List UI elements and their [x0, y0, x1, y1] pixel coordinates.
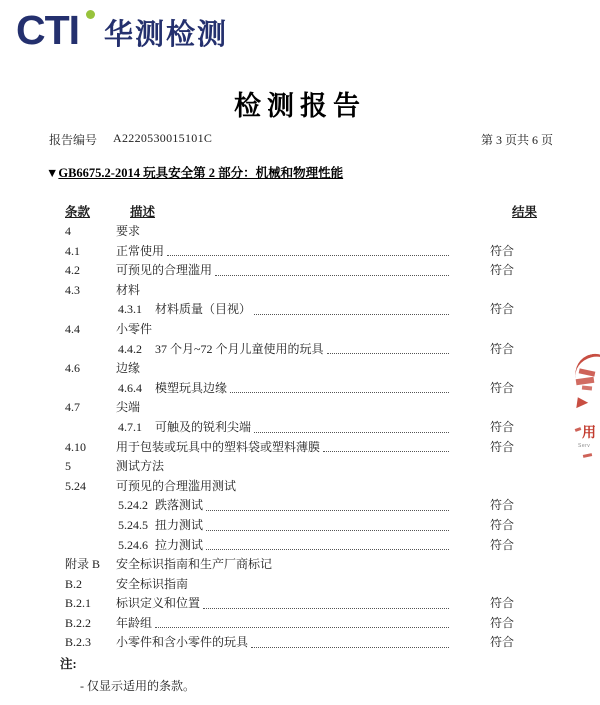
clause-description: [116, 575, 452, 595]
page-number-indicator: 第 3 页共 6 页: [480, 133, 553, 147]
dot-leader: [167, 242, 449, 257]
dot-leader: [251, 633, 449, 648]
page-title: 检测报告: [234, 91, 366, 121]
clause-number: 5.24.6: [118, 537, 148, 552]
table-row: [0, 575, 600, 595]
table-row: [0, 261, 600, 281]
result-value: 符合: [490, 243, 515, 258]
table-row: [0, 418, 600, 438]
clause-description: [155, 516, 452, 536]
clause-description-text: 尖端: [116, 400, 141, 415]
clause-number: 5.24.2: [118, 498, 148, 513]
stamp-character: 用: [582, 426, 596, 441]
standard-number: GB6675.2-2014: [58, 166, 140, 180]
clause-number: 4.3.1: [118, 302, 142, 317]
clause-description-text: 小零件: [116, 321, 153, 336]
table-row: [0, 222, 600, 242]
clause-description: [116, 633, 452, 653]
table-row: [0, 300, 600, 320]
result-value: 符合: [490, 302, 515, 317]
table-row: [0, 340, 600, 360]
stamp-triangle-icon: [576, 397, 588, 409]
clause-number: 5: [65, 459, 71, 474]
stamp-glyph-fragment: [582, 385, 592, 390]
result-column-header: 结果: [512, 205, 538, 219]
clause-description-text: 拉力测试: [155, 537, 204, 552]
clause-column-header: 条款: [65, 205, 91, 219]
clause-number: 4.4.2: [118, 341, 142, 356]
clause-number: 4.7.1: [118, 419, 142, 434]
clause-description-text: 安全标识指南和生产厂商标记: [116, 557, 273, 572]
clause-description: [116, 614, 452, 634]
table-row: [0, 516, 600, 536]
clause-description: [155, 300, 452, 320]
clause-description: [116, 398, 452, 418]
clause-description-text: 测试方法: [116, 459, 165, 474]
section-marker-icon: ▼: [46, 166, 59, 180]
dot-leader: [155, 614, 449, 629]
clause-description-text: 37 个月~72 个月儿童使用的玩具: [155, 341, 324, 356]
table-row: [0, 536, 600, 556]
clause-description: [155, 536, 452, 556]
clause-description: [155, 496, 452, 516]
clause-number: 4.2: [65, 263, 80, 278]
clause-description: [116, 242, 452, 262]
clause-description: [116, 320, 452, 340]
dot-leader: [206, 496, 449, 511]
notes-label: 注:: [60, 657, 77, 671]
clause-number: 4.3: [65, 282, 80, 297]
clause-description-text: 跌落测试: [155, 498, 204, 513]
result-value: 符合: [490, 596, 515, 611]
dot-leader: [254, 418, 449, 433]
clause-description-text: 可预见的合理滥用: [116, 263, 213, 278]
table-header-row: [0, 202, 600, 223]
table-row: [0, 477, 600, 497]
result-value: 符合: [490, 263, 515, 278]
result-value: 符合: [490, 498, 515, 513]
test-table-rows: [0, 222, 600, 653]
table-row: [0, 457, 600, 477]
clause-description-text: 安全标识指南: [116, 576, 189, 591]
clause-number: 4.4: [65, 321, 80, 336]
clause-number: B.2.1: [65, 596, 92, 611]
clause-description: [116, 359, 452, 379]
standard-section-header: [46, 163, 343, 181]
clause-description-text: 小零件和含小零件的玩具: [116, 635, 249, 650]
cti-logo-text: CTI: [16, 7, 80, 53]
result-value: 符合: [490, 537, 515, 552]
clause-description-text: 边缘: [116, 361, 141, 376]
clause-description-text: 年龄组: [116, 615, 153, 630]
clause-number: 4.6.4: [118, 380, 142, 395]
clause-description-text: 材料: [116, 282, 141, 297]
table-row: [0, 242, 600, 262]
red-stamp-fragment: [572, 350, 600, 470]
description-column-header: 描述: [130, 205, 156, 219]
table-row: [0, 555, 600, 575]
dot-leader: [254, 300, 449, 315]
table-row: [0, 594, 600, 614]
clause-description: [116, 594, 452, 614]
result-value: 符合: [490, 419, 515, 434]
clause-number: 4.10: [65, 439, 86, 454]
clause-description-text: 正常使用: [116, 243, 165, 258]
clause-description: [155, 379, 452, 399]
result-value: 符合: [490, 615, 515, 630]
result-value: 符合: [490, 517, 515, 532]
clause-description: [116, 261, 452, 281]
dot-leader: [215, 261, 449, 276]
clause-number: B.2.2: [65, 615, 92, 630]
clause-description-text: 模塑玩具边缘: [155, 380, 228, 395]
clause-description-text: 材料质量（目视）: [155, 302, 252, 317]
clause-description-text: 可预见的合理滥用测试: [116, 478, 237, 493]
clause-number: B.2: [65, 576, 83, 591]
clause-number: 附录 B: [65, 557, 101, 572]
stamp-small-text: Serv: [578, 443, 591, 449]
dot-leader: [206, 516, 449, 531]
cti-logo-chinese-text: 华测检测: [104, 19, 229, 51]
table-row: [0, 320, 600, 340]
dot-leader: [327, 340, 450, 355]
stamp-tick-icon: [575, 427, 582, 432]
report-number-label: 报告编号: [49, 133, 98, 147]
clause-description: [116, 438, 452, 458]
table-row: [0, 496, 600, 516]
table-row: [0, 614, 600, 634]
clause-description: [116, 222, 452, 242]
note-item: - 仅显示适用的条款。: [80, 679, 195, 693]
dot-leader: [230, 379, 449, 394]
clause-description: [116, 457, 452, 477]
clause-description: [116, 555, 452, 575]
clause-number: 5.24.5: [118, 517, 148, 532]
clause-description: [155, 418, 452, 438]
clause-description: [116, 477, 452, 497]
clause-number: 4.7: [65, 400, 80, 415]
table-row: [0, 379, 600, 399]
clause-description-text: 用于包装或玩具中的塑料袋或塑料薄膜: [116, 439, 321, 454]
clause-description: [155, 340, 452, 360]
standard-title: 玩具安全第 2 部分：机械和物理性能: [139, 166, 344, 180]
clause-number: 5.24: [65, 478, 86, 493]
result-value: 符合: [490, 439, 515, 454]
dot-leader: [203, 594, 449, 609]
table-row: [0, 398, 600, 418]
table-row: [0, 438, 600, 458]
clause-description-text: 标识定义和位置: [116, 596, 201, 611]
result-value: 符合: [490, 380, 515, 395]
clause-description: [116, 281, 452, 301]
dot-leader: [206, 536, 449, 551]
cti-logo-green-dot-icon: [86, 10, 95, 19]
clause-description-text: 要求: [116, 224, 141, 238]
report-number-value: A2220530015101C: [113, 131, 213, 145]
clause-description-text: 可触及的锐利尖端: [155, 419, 252, 434]
clause-number: 4.1: [65, 243, 80, 258]
clause-number: B.2.3: [65, 635, 92, 650]
clause-number: 4: [65, 224, 71, 238]
stamp-mark-icon: [583, 453, 592, 458]
table-row: [0, 359, 600, 379]
clause-number: 4.6: [65, 361, 80, 376]
table-row: [0, 633, 600, 653]
table-row: [0, 281, 600, 301]
clause-description-text: 扭力测试: [155, 517, 204, 532]
result-value: 符合: [490, 341, 515, 356]
result-value: 符合: [490, 635, 515, 650]
dot-leader: [323, 438, 449, 453]
